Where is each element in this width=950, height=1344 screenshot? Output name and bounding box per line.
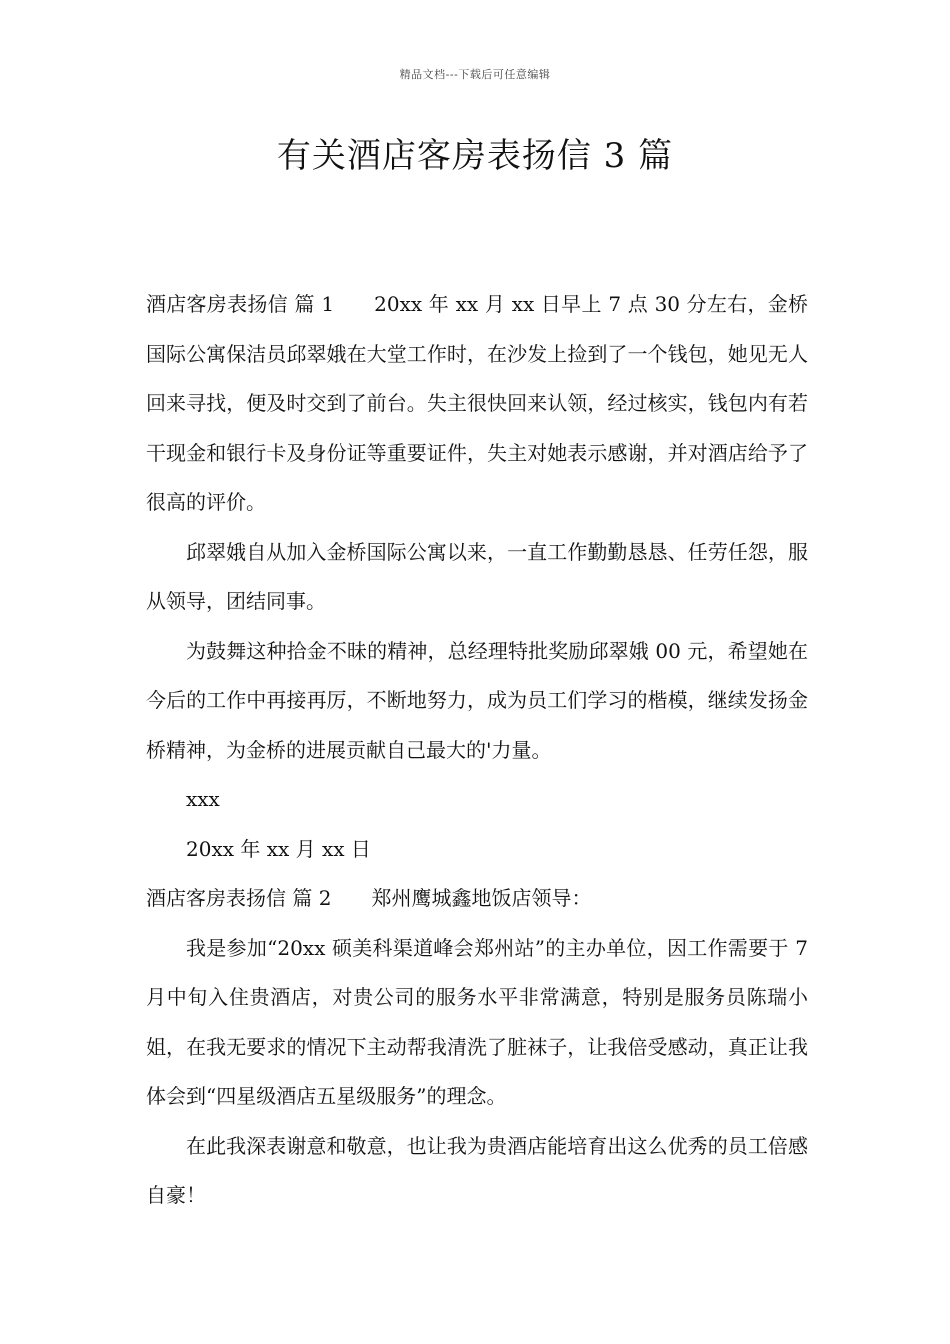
letter2-salutation: 郑州鹰城鑫地饭店领导：	[371, 886, 592, 910]
letter1-paragraph-1: 20xx 年 xx 月 xx 日早上 7 点 30 分左右，金桥国际公寓保洁员邱翠娥在大堂工作时，在沙发上捡到了一个钱包，她见无人回来寻找，便及时交到了前台。失主很快回来认领，经过核实，钱包内有若干现金和银行卡及身份证等重要证件，失主对她表示感谢，并对酒店给予了很高的评价。	[146, 292, 808, 514]
letter2-paragraph-1: 我是参加“20xx 硕美科渠道峰会郑州站”的主办单位，因工作需要于 7 月中旬入住贵酒店，对贵公司的服务水平非常满意，特别是服务员陈瑞小姐，在我无要求的情况下主动帮我清洗了脏袜子，让我倍受感动，真正让我体会到“四星级酒店五星级服务”的理念。	[146, 935, 808, 1108]
letter2-heading: 酒店客房表扬信 篇 2	[146, 886, 332, 910]
letter2-paragraph-2: 在此我深表谢意和敬意，也让我为贵酒店能培育出这么优秀的员工倍感自豪！	[146, 1133, 808, 1207]
letter2-first-line	[146, 874, 808, 924]
letter1-signature: xxx	[186, 787, 220, 811]
header-note: 精品文档---下载后可任意编辑	[399, 68, 551, 81]
document-body	[146, 280, 808, 1221]
letter1-heading: 酒店客房表扬信 篇 1	[146, 292, 335, 316]
document-title: 有关酒店客房表扬信 3 篇	[276, 136, 674, 176]
letter1-first-paragraph	[146, 280, 808, 528]
letter1-paragraph-3: 为鼓舞这种拾金不昧的精神，总经理特批奖励邱翠娥 00 元，希望她在今后的工作中再接再厉，不断地努力，成为员工们学习的楷模，继续发扬金桥精神，为金桥的进展贡献自己最大的'力量。	[146, 638, 808, 762]
letter1-date: 20xx 年 xx 月 xx 日	[186, 836, 371, 861]
letter1-paragraph-2: 邱翠娥自从加入金桥国际公寓以来，一直工作勤勤恳恳、任劳任怨，服从领导，团结同事。	[146, 539, 808, 613]
